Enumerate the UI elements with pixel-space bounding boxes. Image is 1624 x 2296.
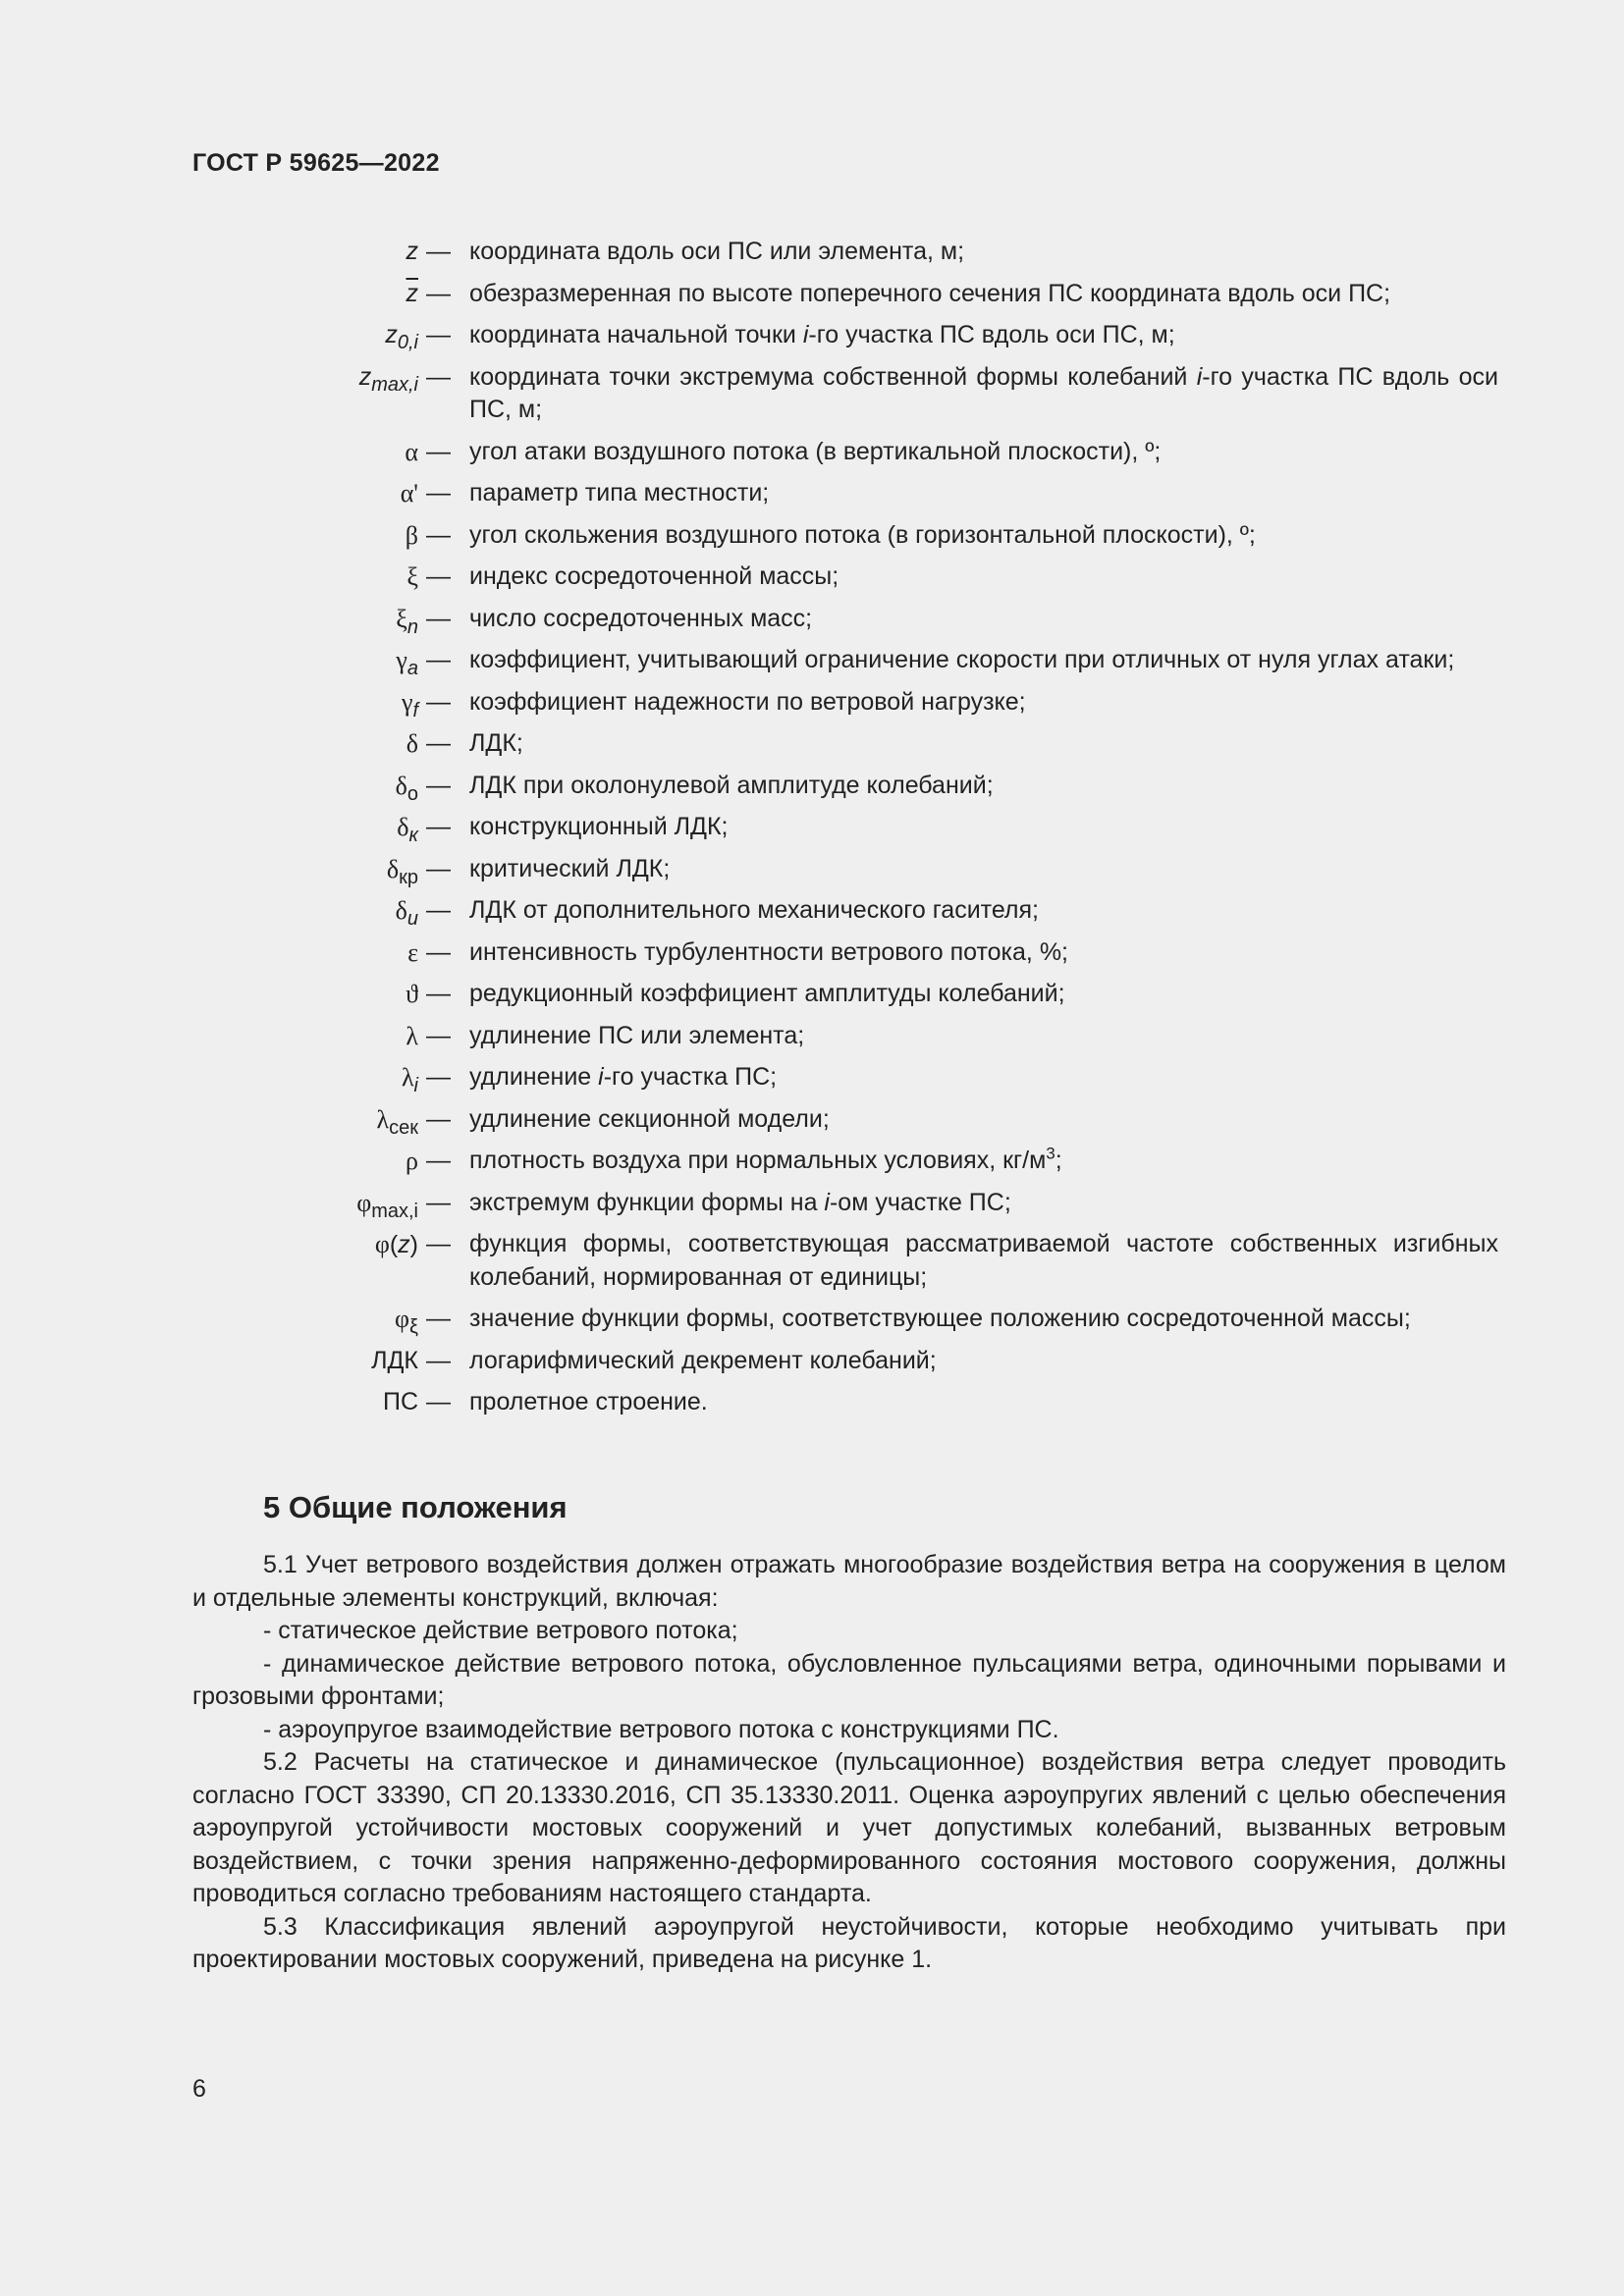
symbol-dash: — [426,562,451,590]
symbol-term: $\varphi_\xi$ [395,1305,418,1339]
symbol-definition: обезразмеренная по высоте поперечного сечения ПС координата вдоль оси ПС; [469,279,1391,307]
symbol-term: $\overline{z}$ [406,279,418,307]
symbol-row [192,1145,1498,1178]
symbol-definition: индекс сосредоточенной массы; [469,562,839,590]
symbol-dash: — [426,1188,451,1216]
symbol-dash: — [426,1021,451,1049]
symbol-definition: интенсивность турбулентности ветрового потока, %; [469,937,1068,966]
symbol-term: ρ [406,1147,418,1175]
symbol-definition: пролетное строение. [469,1388,708,1415]
symbol-row [192,1386,1498,1419]
symbol-term: $\gamma_a$ [396,646,418,680]
symbol-row [192,1103,1498,1137]
symbol-row [192,436,1498,469]
symbol-term: $\lambda_i$ [401,1063,418,1097]
symbol-row [192,236,1498,269]
symbol-definition: ЛДК при околонулевой амплитуде колебаний; [469,771,994,799]
symbol-dash: — [426,937,451,966]
symbol-definition: угол атаки воздушного потока (в вертикальной плоскости), º; [469,437,1162,465]
symbol-row [192,278,1498,311]
document-code: ГОСТ Р 59625—2022 [192,149,440,177]
symbol-dash: — [426,321,451,348]
symbol-dash: — [426,1104,451,1133]
symbol-definition: редукционный коэффициент амплитуды колебаний; [469,980,1065,1007]
symbol-term: ϑ [406,980,418,1008]
symbol-term: $\delta_о$ [395,771,418,805]
symbol-definition: удлинение секционной модели; [469,1104,830,1133]
symbol-definition: число сосредоточенных масс; [469,604,813,632]
symbol-dash: — [426,362,451,391]
section-heading: 5 Общие положения [263,1490,568,1524]
symbol-term: $\delta_и$ [395,896,418,931]
symbol-row [192,894,1498,931]
symbol-dash: — [426,854,451,882]
symbol-definition: ЛДК от дополнительного механического гасителя; [469,896,1039,924]
symbol-dash: — [426,1147,451,1174]
symbol-term: ε [407,937,418,967]
symbol-dash: — [426,1346,451,1374]
symbol-row [192,1345,1498,1378]
symbol-dash: — [426,687,451,716]
symbol-row [192,936,1498,970]
symbol-row [192,1187,1498,1220]
symbol-row [192,319,1498,352]
symbol-definition: угол скольжения воздушного потока (в горизонтальной плоскости), º; [469,520,1256,549]
symbol-row [192,853,1498,886]
symbol-definition: коэффициент надежности по ветровой нагрузке; [469,687,1026,716]
symbol-definition: критический ЛДК; [469,854,671,882]
symbol-term: $\lambda_{сек}$ [376,1104,418,1139]
symbol-definition: координата вдоль оси ПС или элемента, м; [469,238,965,265]
symbol-row [192,519,1498,553]
symbol-definition: экстремум функции формы на i-ом участке ПС; [469,1188,1011,1216]
symbol-dash: — [426,437,451,465]
symbol-definition: параметр типа местности; [469,479,770,507]
symbol-term: λ [406,1021,418,1050]
symbol-term: $\gamma_f$ [401,687,418,721]
symbol-row [192,1061,1498,1095]
symbol-term: $z_{max,i}$ [358,362,418,396]
symbol-dash: — [426,980,451,1007]
symbol-row [192,978,1498,1011]
symbol-dash: — [426,729,451,757]
symbol-row [192,1228,1498,1294]
symbol-definition: значение функции формы, соответствующее положению сосредоточенной массы; [469,1305,1411,1332]
symbol-dash: — [426,1305,451,1332]
symbol-dash: — [426,1230,451,1257]
symbol-definition: плотность воздуха при нормальных условиях, $кг/м^3$; [469,1144,1062,1174]
symbol-term: $\xi_n$ [396,604,418,638]
symbol-dash: — [426,646,451,673]
symbol-row [192,644,1498,680]
symbol-term: $\delta_{кр}$ [386,854,418,888]
symbol-row [192,1303,1498,1339]
symbol-dash: — [426,896,451,924]
symbol-row [192,477,1498,510]
symbol-row [192,686,1498,720]
symbol-row [192,1020,1498,1053]
symbol-term: ξ [406,562,418,591]
symbol-term: ЛДК [371,1346,418,1374]
symbol-dash: — [426,604,451,632]
symbol-term: $z_{0,i}$ [385,321,418,353]
symbol-definition: удлинение i-го участка ПС; [469,1063,778,1091]
symbol-definition: удлинение ПС или элемента; [469,1021,805,1049]
symbols-list [192,236,1498,1428]
symbol-term: δ [406,729,418,758]
page-number: 6 [192,2075,206,2103]
list-item: - статическое действие ветрового потока; [263,1617,738,1644]
symbol-definition: ЛДК; [469,729,523,757]
symbol-row [192,361,1498,427]
symbol-dash: — [426,479,451,507]
symbol-row [192,727,1498,761]
symbol-row [192,561,1498,594]
paragraph: 5.1 Учет ветрового воздействия должен отражать многообразие воздействия ветра на сооружения в целом и отдельные элементы конструкций, включая: [192,1551,1506,1612]
symbol-row [192,811,1498,847]
symbol-definition: координата точки экстремума собственной формы колебаний i-го участка ПС вдоль оси ПС, м; [469,362,1498,423]
symbol-dash: — [426,1063,451,1091]
symbol-definition: коэффициент, учитывающий ограничение скорости при отличных от нуля углах атаки; [469,646,1455,673]
symbol-term: φ(z) [374,1230,418,1258]
list-item: - динамическое действие ветрового потока, обусловленное пульсациями ветра, одиночными порывами и грозовыми фронтами; [192,1649,1506,1710]
symbol-dash: — [426,813,451,840]
symbol-term: $\varphi_{max,i}$ [356,1188,418,1222]
paragraph: 5.3 Классификация явлений аэроупругой неустойчивости, которые необходимо учитывать при проектировании мостовых сооружений, приведена на рисунке 1. [192,1912,1506,1973]
symbol-definition: конструкционный ЛДК; [469,813,729,840]
symbol-term: α' [400,479,418,507]
symbol-definition: логарифмический декремент колебаний; [469,1346,937,1374]
symbol-definition: функция формы, соответствующая рассматриваемой частоте собственных изгибных колебаний, нормированная от единицы; [469,1230,1498,1291]
list-item: - аэроупругое взаимодействие ветрового потока с конструкциями ПС. [263,1715,1059,1743]
paragraph: 5.2 Расчеты на статическое и динамическое (пульсационное) воздействия ветра следует проводить согласно ГОСТ 33390, СП 20.13330.2016, СП 35.13330.2011. Оценка аэроупругих явлений с целью обеспечения аэроупругой устойчивости мостовых сооружений и учет допустимых колебаний, вызванных ветровым воздействием, с точки зрения напряженно-деформированного состояния мостового сооружения, должны проводиться согласно требованиям настоящего стандарта. [192,1748,1506,1907]
symbol-dash: — [426,279,451,307]
symbol-row [192,603,1498,636]
symbol-dash: — [426,771,451,799]
symbol-term: z [406,238,418,265]
symbol-term: ПС [382,1388,418,1415]
symbol-term: β [405,520,418,550]
symbol-row [192,770,1498,803]
symbol-dash: — [426,520,451,549]
symbol-term: α [405,437,418,466]
symbol-definition: координата начальной точки i-го участка ПС вдоль оси ПС, м; [469,321,1175,348]
symbol-dash: — [426,1388,451,1415]
symbol-term: $\delta_к$ [397,813,418,847]
section-body [192,1549,1506,1977]
symbol-dash: — [426,238,451,265]
